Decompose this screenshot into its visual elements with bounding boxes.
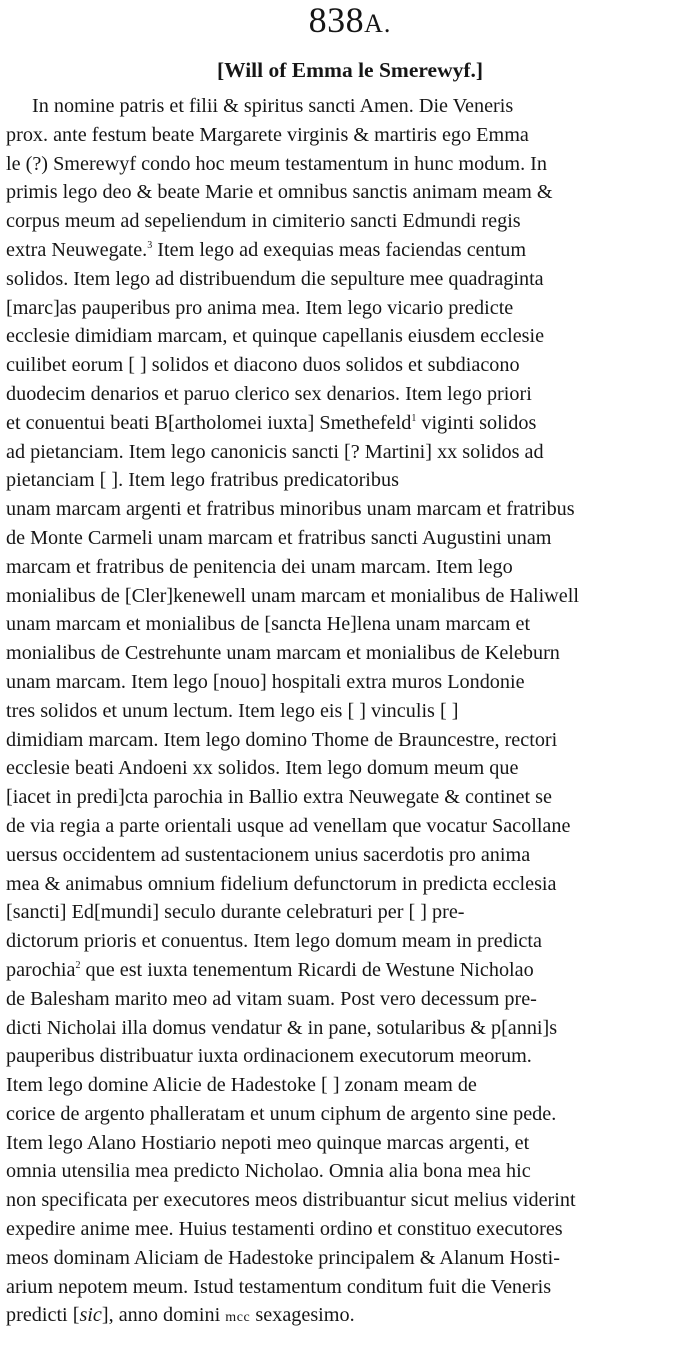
- text-line: expedire anime mee. Huius testamenti ordino et constituo executores: [6, 1218, 563, 1241]
- sic-marker: sic: [79, 1304, 102, 1327]
- text-line: unam marcam argenti et fratribus minoribus unam marcam et fratribus: [6, 498, 575, 521]
- text-line: [6, 1301, 696, 1330]
- text-line: dicti Nicholai illa domus vendatur & in pane, sotularibus & p[anni]s: [6, 1016, 558, 1039]
- text-line: [6, 409, 696, 438]
- text-segment: predicti [: [6, 1304, 80, 1327]
- page-number-suffix: A.: [364, 9, 392, 38]
- text-line: pietanciam [ ]. Item lego fratribus predicatoribus: [6, 469, 399, 492]
- text-line: le (?) Smerewyf condo hoc meum testamentum in hunc modum. In: [6, 152, 548, 175]
- text-segment: extra Neuwegate.: [6, 238, 148, 261]
- text-line: de via regia a parte orientali usque ad venellam que vocatur Sacollane: [6, 814, 571, 837]
- year-numeral: mcc: [225, 1310, 251, 1326]
- text-line: tres solidos et unum lectum. Item lego eis [ ] vinculis [ ]: [6, 699, 459, 722]
- text-line: prox. ante festum beate Margarete virginis & martiris ego Emma: [6, 123, 529, 146]
- page-number-main: 838: [308, 0, 365, 40]
- text-line: primis lego deo & beate Marie et omnibus sanctis animam meam &: [6, 181, 553, 204]
- text-line: [sancti] Ed[mundi] seculo durante celebraturi per [ ] pre-: [6, 901, 465, 924]
- text-line: Item lego Alano Hostiario nepoti meo quinque marcas argenti, et: [6, 1131, 530, 1154]
- text-line: marcam et fratribus de penitencia dei unam marcam. Item lego: [6, 555, 513, 578]
- text-segment: sexagesimo.: [250, 1304, 355, 1327]
- text-line: [6, 956, 696, 985]
- text-line: dictorum prioris et conuentus. Item lego domum meam in predicta: [6, 930, 542, 953]
- page-number: [0, 0, 700, 44]
- text-line: duodecim denarios et paruo clerico sex denarios. Item lego priori: [6, 382, 532, 405]
- text-line: de Monte Carmeli unam marcam et fratribus sancti Augustini unam: [6, 526, 552, 549]
- document-title: [Will of Emma le Smerewyf.]: [216, 58, 484, 82]
- text-line: non specificata per executores meos distribuantur sicut melius viderint: [6, 1189, 576, 1212]
- footnote-marker: 3: [147, 239, 153, 251]
- text-segment: que est iuxta tenementum Ricardi de Westune Nicholao: [80, 958, 534, 981]
- text-line: cuilibet eorum [ ] solidos et diacono duos solidos et subdiacono: [6, 354, 520, 377]
- text-line: pauperibus distribuatur iuxta ordinacionem executorum meorum.: [6, 1045, 532, 1068]
- text-line: In nomine patris et filii & spiritus sancti Amen. Die Veneris: [32, 95, 514, 117]
- text-segment: Item lego ad exequias meas faciendas centum: [152, 238, 527, 261]
- text-line: unam marcam et monialibus de [sancta He]lena unam marcam et: [6, 613, 531, 636]
- text-line: arium nepotem meum. Istud testamentum conditum fuit die Veneris: [6, 1275, 552, 1298]
- text-line: solidos. Item lego ad distribuendum die sepulture mee quadraginta: [6, 267, 544, 290]
- text-line: corpus meum ad sepeliendum in cimiterio sancti Edmundi regis: [6, 210, 521, 233]
- text-segment: viginti solidos: [416, 411, 537, 434]
- text-line: monialibus de Cestrehunte unam marcam et monialibus de Keleburn: [6, 642, 560, 665]
- text-line: ecclesie dimidiam marcam, et quinque capellanis eiusdem ecclesie: [6, 325, 545, 348]
- footnote-marker: 2: [75, 959, 81, 971]
- text-line: [iacet in predi]cta parochia in Ballio extra Neuwegate & continet se: [6, 786, 552, 809]
- text-segment: parochia: [6, 958, 76, 981]
- text-line: [6, 236, 696, 265]
- text-line: Item lego domine Alicie de Hadestoke [ ] zonam meam de: [6, 1074, 477, 1097]
- text-segment: et conuentui beati B[artholomei iuxta] Smethefeld: [6, 411, 412, 434]
- text-line: corice de argento phalleratam et unum ciphum de argento sine pede.: [6, 1102, 557, 1125]
- text-line: mea & animabus omnium fidelium defunctorum in predicta ecclesia: [6, 872, 557, 895]
- text-line: omnia utensilia mea predicto Nicholao. Omnia alia bona mea hic: [6, 1160, 531, 1183]
- will-text: [6, 92, 696, 1330]
- text-line: meos dominam Aliciam de Hadestoke principalem & Alanum Hosti-: [6, 1246, 560, 1269]
- text-line: unam marcam. Item lego [nouo] hospitali extra muros Londonie: [6, 670, 525, 693]
- footnote-marker: 1: [411, 412, 417, 424]
- text-line: [marc]as pauperibus pro anima mea. Item lego vicario predicte: [6, 296, 514, 319]
- text-line: ecclesie beati Andoeni xx solidos. Item lego domum meum que: [6, 757, 519, 780]
- text-line: monialibus de [Cler]kenewell unam marcam et monialibus de Haliwell: [6, 584, 579, 607]
- text-line: uersus occidentem ad sustentacionem unius sacerdotis pro anima: [6, 843, 531, 866]
- text-line: de Balesham marito meo ad vitam suam. Post vero decessum pre-: [6, 987, 537, 1010]
- text-line: ad pietanciam. Item lego canonicis sancti [? Martini] xx solidos ad: [6, 440, 544, 463]
- text-line: dimidiam marcam. Item lego domino Thome de Brauncestre, rectori: [6, 728, 558, 751]
- text-segment: ], anno domini: [101, 1304, 226, 1327]
